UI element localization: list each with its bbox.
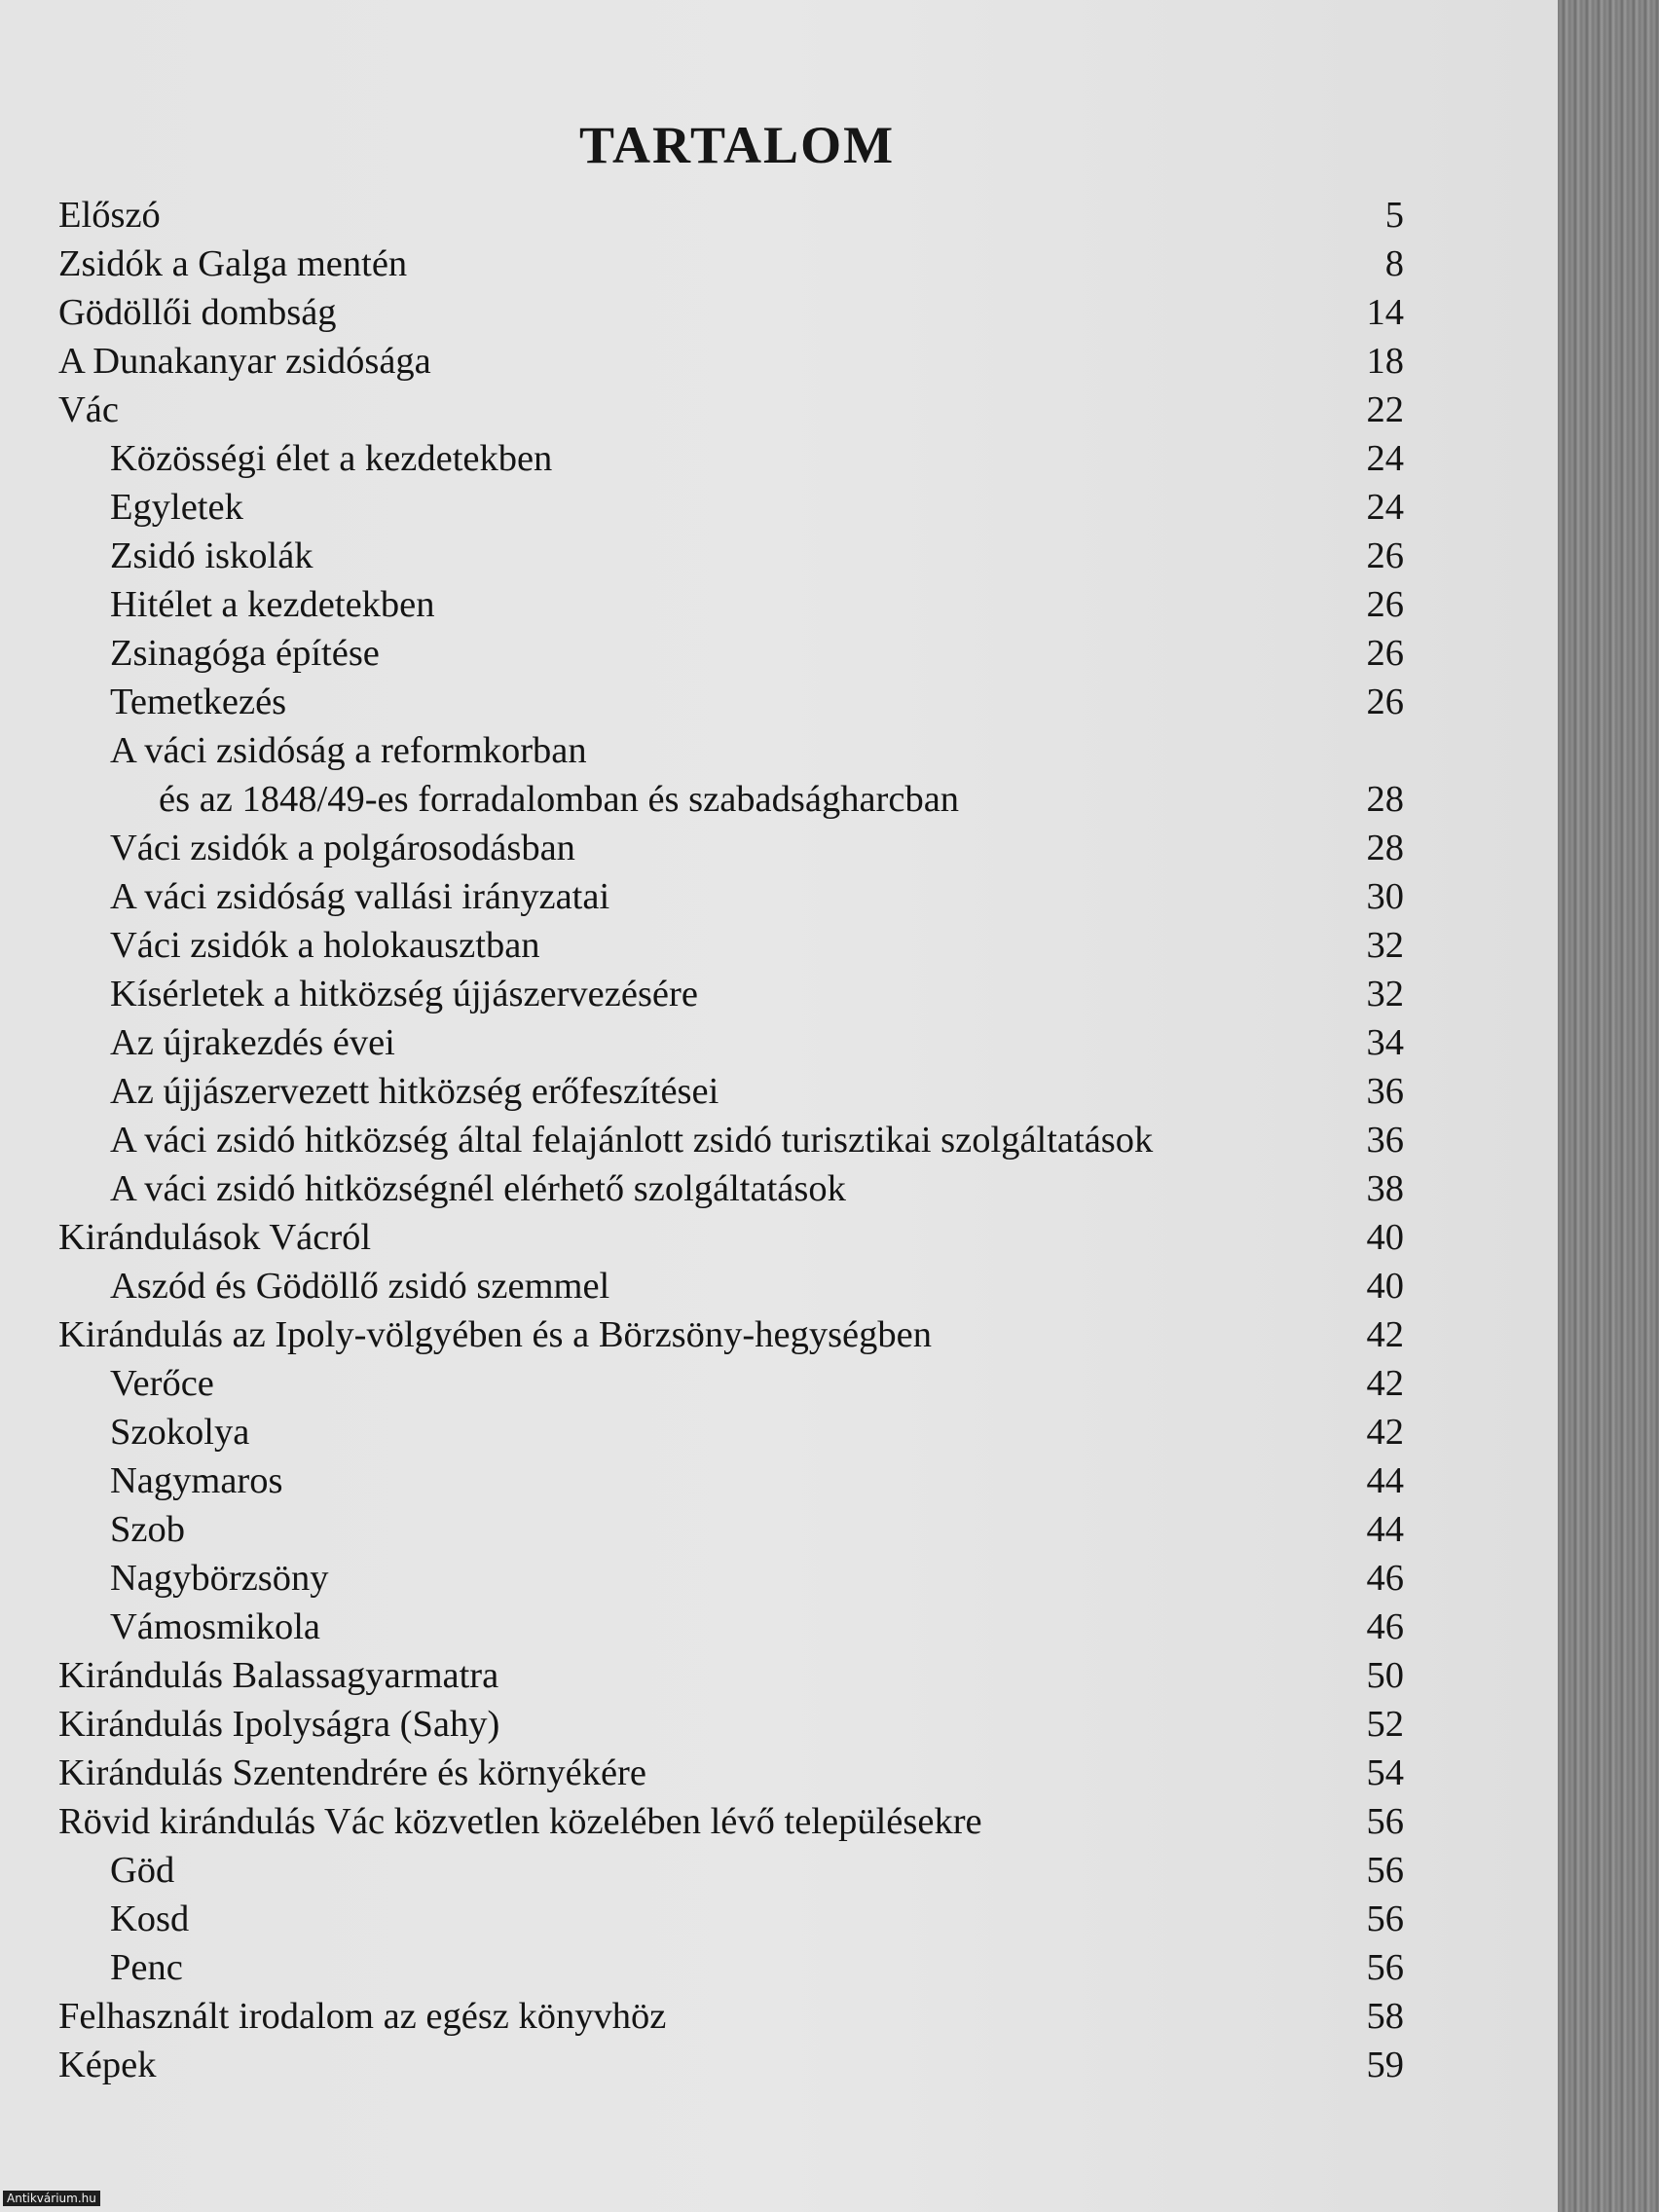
toc-entry (0, 386, 1558, 434)
table-of-contents (0, 191, 1558, 2089)
toc-entry (0, 629, 1558, 678)
toc-entry-page-number: 36 (1366, 1071, 1404, 1112)
toc-entry-label (110, 1603, 320, 1651)
toc-entry-title: Felhasznált irodalom az egész könyvhöz (58, 1996, 667, 2037)
toc-entry-page-number: 54 (1366, 1752, 1404, 1793)
toc-entry-title: Egyletek (110, 487, 243, 528)
toc-entry (0, 191, 1558, 240)
toc-entry-title: Rövid kirándulás Vác közvetlen közelében lévő településekre (58, 1801, 982, 1842)
page-title: TARTALOM (578, 116, 896, 175)
toc-entry-page-number: 44 (1366, 1460, 1404, 1501)
toc-entry-label (110, 1554, 329, 1603)
toc-entry-title: Kísérletek a hitközség újjászervezésére (110, 974, 698, 1014)
toc-entry-label (58, 1700, 499, 1749)
toc-entry (0, 1408, 1558, 1456)
toc-entry-page-number: 56 (1366, 1850, 1404, 1891)
toc-entry-page-number: 8 (1384, 243, 1404, 284)
toc-entry-page-number: 56 (1366, 1801, 1404, 1842)
toc-entry (0, 1164, 1558, 1213)
toc-entry (0, 1700, 1558, 1749)
toc-entry (0, 678, 1558, 726)
toc-entry-page-number: 26 (1366, 633, 1404, 674)
toc-entry (0, 1749, 1558, 1797)
toc-entry-title: Váci zsidók a holokausztban (110, 925, 540, 966)
toc-entry-title: Zsidók a Galga mentén (58, 243, 408, 284)
toc-entry-page-number: 52 (1366, 1704, 1404, 1745)
toc-entry (0, 1992, 1558, 2041)
toc-entry-title: Vámosmikola (110, 1606, 320, 1647)
toc-entry-label (58, 1749, 646, 1797)
toc-entry-page-number: 50 (1366, 1655, 1404, 1696)
toc-entry (0, 240, 1558, 288)
toc-entry-title: Kirándulás Balassagyarmatra (58, 1655, 499, 1696)
page-stack-edge (1558, 0, 1659, 2212)
toc-entry (0, 1116, 1558, 1164)
toc-entry-page-number: 28 (1366, 779, 1404, 820)
toc-entry-label (110, 1408, 249, 1456)
toc-entry-label (110, 1262, 609, 1310)
toc-entry-page-number: 32 (1366, 925, 1404, 966)
toc-entry-label (58, 386, 119, 434)
toc-entry-page-number: 40 (1366, 1217, 1404, 1258)
toc-entry-title: Göd (110, 1850, 175, 1891)
toc-entry-label (110, 921, 540, 970)
toc-entry (0, 1067, 1558, 1116)
toc-entry (0, 483, 1558, 532)
toc-entry-page-number: 42 (1366, 1314, 1404, 1355)
toc-entry (0, 970, 1558, 1018)
toc-entry-label (110, 872, 609, 921)
toc-entry-title: Aszód és Gödöllő zsidó szemmel (110, 1266, 610, 1307)
toc-entry-title: Szokolya (110, 1412, 250, 1453)
toc-entry-title: Kirándulás Ipolyságra (Sahy) (58, 1704, 500, 1745)
toc-entry (0, 337, 1558, 386)
toc-entry (0, 1943, 1558, 1992)
toc-entry (0, 2041, 1558, 2089)
toc-entry-title: Verőce (110, 1363, 214, 1404)
toc-entry (0, 1895, 1558, 1943)
toc-entry (0, 1554, 1558, 1603)
toc-entry-title: Temetkezés (110, 682, 287, 722)
toc-entry-page-number: 56 (1366, 1899, 1404, 1939)
toc-entry-label (58, 191, 161, 240)
toc-entry-page-number: 40 (1366, 1266, 1404, 1307)
toc-entry (0, 1846, 1558, 1895)
toc-entry-label (110, 1943, 183, 1992)
toc-entry-page-number: 46 (1366, 1606, 1404, 1647)
toc-entry-page-number: 38 (1366, 1168, 1404, 1209)
toc-entry-title: Váci zsidók a polgárosodásban (110, 828, 575, 868)
toc-entry-label (58, 1651, 498, 1700)
watermark: Antikvárium.hu (3, 2191, 100, 2206)
toc-entry-title: A Dunakanyar zsidósága (58, 341, 431, 382)
toc-entry-label (110, 1505, 185, 1554)
toc-entry-label (110, 678, 286, 726)
toc-entry-label (110, 1456, 282, 1505)
toc-entry-label (110, 726, 959, 824)
toc-entry-label (110, 580, 435, 629)
toc-entry-label (110, 434, 552, 483)
toc-entry-title: A váci zsidóság a reformkorban (110, 730, 587, 771)
toc-entry-label (110, 532, 313, 580)
toc-entry-label (110, 1359, 214, 1408)
toc-entry-page-number: 56 (1366, 1947, 1404, 1988)
toc-entry-title: Penc (110, 1947, 183, 1988)
toc-entry-title: Gödöllői dombság (58, 292, 337, 333)
toc-entry-label (110, 1116, 1153, 1164)
toc-entry (0, 1505, 1558, 1554)
toc-entry-page-number: 24 (1366, 438, 1404, 479)
toc-entry-label (58, 288, 337, 337)
toc-entry-label (110, 1164, 846, 1213)
toc-entry-label (58, 1992, 666, 2041)
toc-entry (0, 1797, 1558, 1846)
toc-entry-page-number: 59 (1366, 2045, 1404, 2085)
toc-entry-page-number: 5 (1384, 195, 1404, 236)
toc-entry-title-continued: és az 1848/49-es forradalomban és szabadságharcban (159, 779, 960, 820)
toc-entry-page-number: 28 (1366, 828, 1404, 868)
toc-entry (0, 434, 1558, 483)
toc-entry-page-number: 26 (1366, 535, 1404, 576)
toc-entry-page-number: 26 (1366, 584, 1404, 625)
toc-entry-page-number: 30 (1366, 876, 1404, 917)
toc-entry-page-number: 34 (1366, 1022, 1404, 1063)
toc-entry-page-number: 46 (1366, 1558, 1404, 1599)
toc-entry-title: Vác (58, 389, 119, 430)
toc-entry-label (58, 240, 407, 288)
toc-entry-title: Szob (110, 1509, 185, 1550)
toc-entry-label (58, 1310, 932, 1359)
toc-entry-page-number: 22 (1366, 389, 1404, 430)
toc-entry-title: A váci zsidó hitközség által felajánlott zsidó turisztikai szolgáltatások (110, 1120, 1154, 1161)
toc-entry-page-number: 42 (1366, 1363, 1404, 1404)
toc-entry-label (58, 1797, 982, 1846)
toc-entry-page-number: 26 (1366, 682, 1404, 722)
toc-entry-title: A váci zsidóság vallási irányzatai (110, 876, 610, 917)
toc-entry (0, 1213, 1558, 1262)
toc-entry (0, 726, 1558, 824)
toc-entry-page-number: 44 (1366, 1509, 1404, 1550)
toc-entry-label (58, 2041, 156, 2089)
toc-entry-page-number: 18 (1366, 341, 1404, 382)
toc-entry-title: Közösségi élet a kezdetekben (110, 438, 553, 479)
toc-entry (0, 921, 1558, 970)
toc-entry-page-number: 36 (1366, 1120, 1404, 1161)
toc-entry-title: Nagymaros (110, 1460, 283, 1501)
toc-entry (0, 1456, 1558, 1505)
toc-entry-label (110, 1018, 395, 1067)
toc-entry-title: A váci zsidó hitközségnél elérhető szolgáltatások (110, 1168, 846, 1209)
toc-entry (0, 1603, 1558, 1651)
toc-entry-title: Képek (58, 2045, 157, 2085)
toc-entry-label (110, 483, 243, 532)
toc-entry-label (58, 337, 431, 386)
toc-entry-label (110, 970, 698, 1018)
toc-entry-title: Zsinagóga építése (110, 633, 380, 674)
toc-entry-title: Zsidó iskolák (110, 535, 313, 576)
toc-entry (0, 1018, 1558, 1067)
toc-entry-title: Hitélet a kezdetekben (110, 584, 435, 625)
toc-entry (0, 580, 1558, 629)
toc-entry (0, 824, 1558, 872)
toc-entry-title: Az újrakezdés évei (110, 1022, 395, 1063)
toc-entry (0, 1262, 1558, 1310)
toc-entry-page-number: 58 (1366, 1996, 1404, 2037)
toc-entry-page-number: 14 (1366, 292, 1404, 333)
toc-entry-title: Kosd (110, 1899, 190, 1939)
toc-entry-page-number: 42 (1366, 1412, 1404, 1453)
toc-entry-label (110, 629, 380, 678)
toc-entry-label (110, 824, 575, 872)
toc-entry-label (110, 1846, 174, 1895)
toc-entry (0, 532, 1558, 580)
toc-entry-page-number: 32 (1366, 974, 1404, 1014)
toc-entry (0, 872, 1558, 921)
toc-entry-title: Kirándulások Vácról (58, 1217, 372, 1258)
toc-entry (0, 1310, 1558, 1359)
toc-entry (0, 288, 1558, 337)
toc-entry-title: Előszó (58, 195, 161, 236)
toc-entry-title: Kirándulás Szentendrére és környékére (58, 1752, 646, 1793)
toc-entry-label (110, 1067, 719, 1116)
toc-entry-label (110, 1895, 189, 1943)
toc-entry (0, 1651, 1558, 1700)
toc-entry-page-number: 24 (1366, 487, 1404, 528)
toc-entry (0, 1359, 1558, 1408)
toc-entry-title: Nagybörzsöny (110, 1558, 329, 1599)
toc-entry-title: Az újjászervezett hitközség erőfeszítései (110, 1071, 719, 1112)
toc-entry-title: Kirándulás az Ipoly-völgyében és a Börzsöny-hegységben (58, 1314, 932, 1355)
toc-entry-label (58, 1213, 371, 1262)
